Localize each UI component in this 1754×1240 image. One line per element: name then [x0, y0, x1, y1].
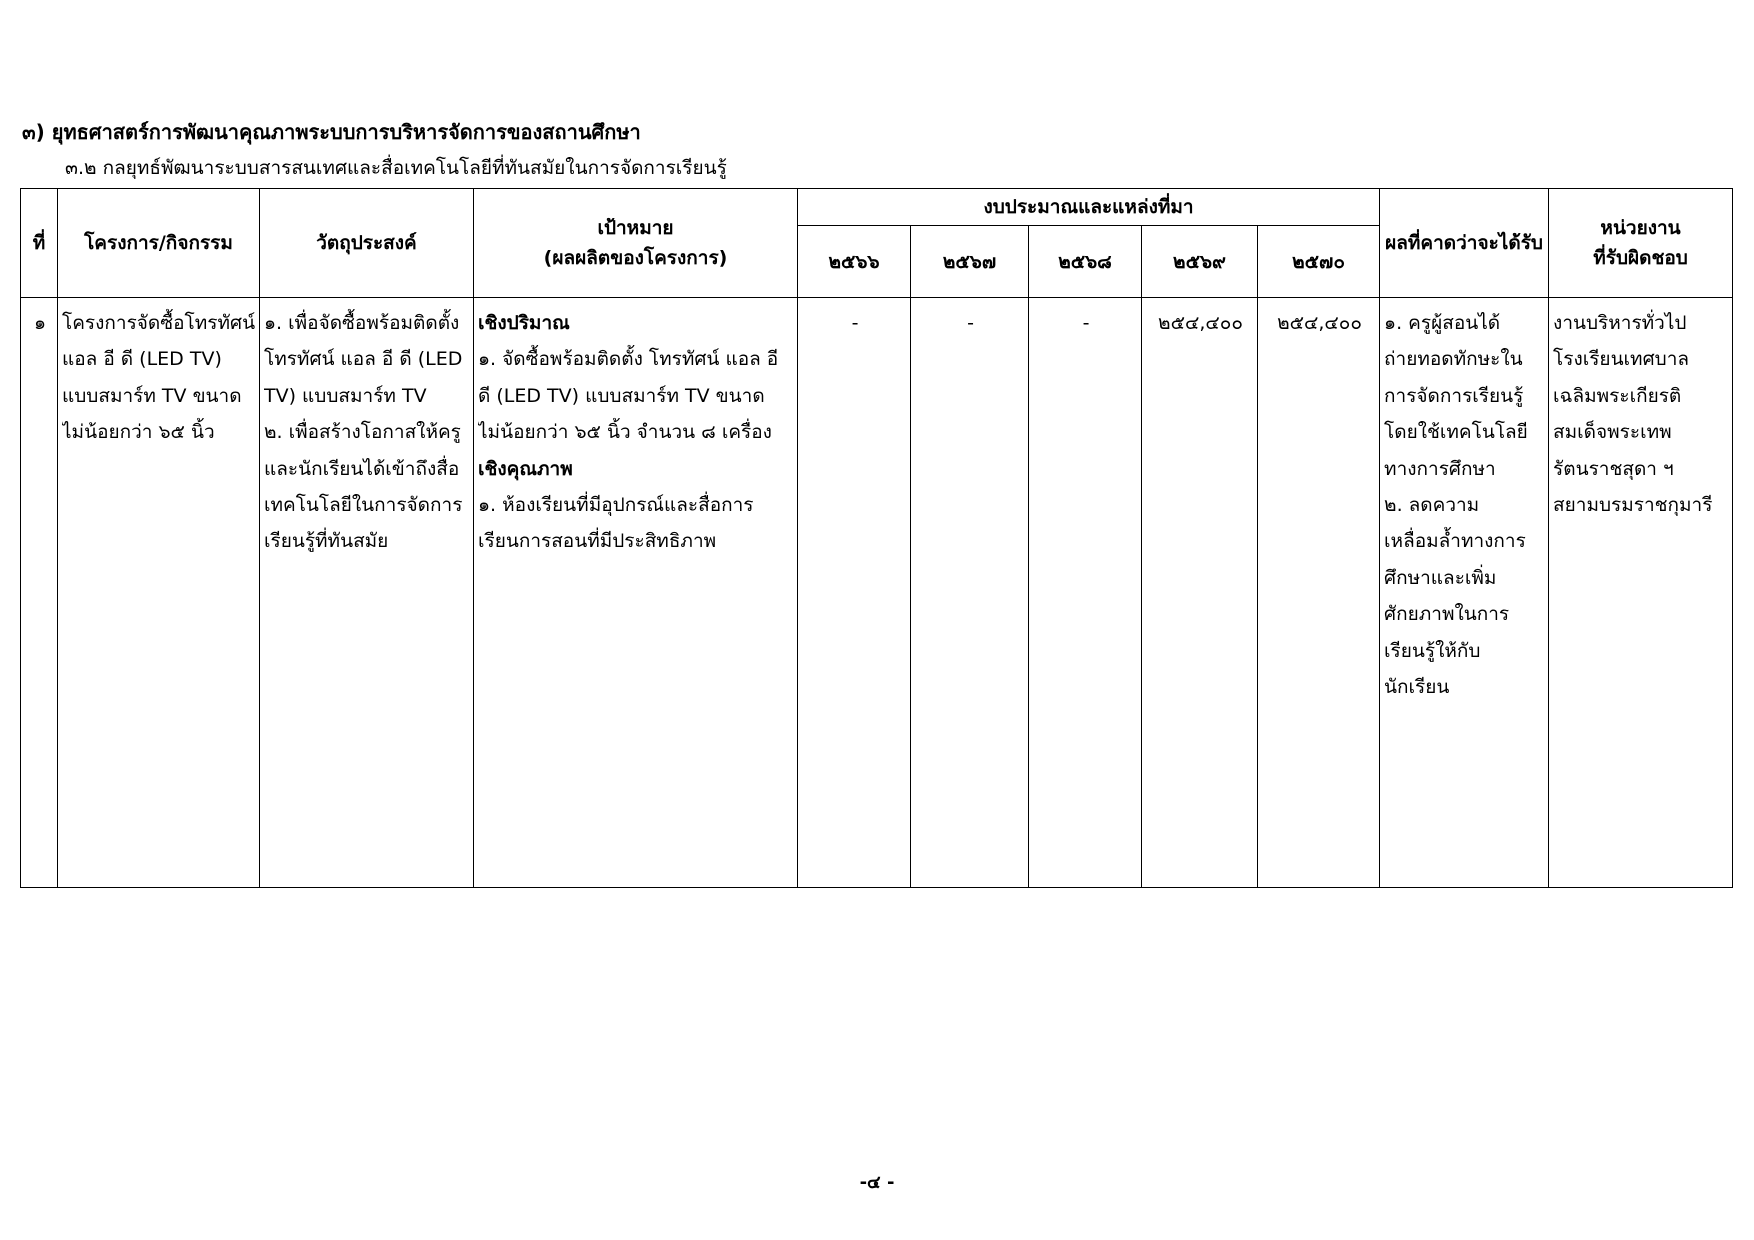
expected-result-line: การจัดการเรียนรู้ — [1384, 384, 1524, 407]
responsible-cell — [1549, 298, 1733, 888]
expected-result-line: ศักยภาพในการ — [1384, 603, 1510, 626]
header-objective: วัตถุประสงค์ — [260, 189, 474, 298]
section-title: ๓) ยุทธศาสตร์การพัฒนาคุณภาพระบบการบริหารจัดการของสถานศึกษา — [22, 120, 641, 144]
objective-cell — [260, 298, 474, 888]
expected-result-line: ๑. ครูผู้สอนได้ — [1384, 312, 1501, 334]
target-quantity-line: ๑. จัดซื้อพร้อมติดตั้ง โทรทัศน์ แอล อี — [478, 348, 779, 371]
expected-result-line: ๒. ลดความ — [1384, 494, 1480, 517]
project-line: แบบสมาร์ท TV ขนาด — [62, 384, 242, 407]
budget-2568-value: - — [1082, 312, 1090, 334]
page-number: -๔ - — [859, 1172, 895, 1193]
target-cell — [474, 298, 798, 888]
header-project: โครงการ/กิจกรรม — [58, 189, 260, 298]
responsible-line: สมเด็จพระเทพ — [1553, 421, 1672, 444]
objective-line: ๒. เพื่อสร้างโอกาสให้ครู — [264, 421, 461, 444]
expected-result-cell — [1380, 298, 1549, 888]
budget-2569-value: ๒๕๔,๔๐๐ — [1158, 312, 1243, 334]
project-line: โครงการจัดซื้อโทรทัศน์ — [62, 312, 256, 334]
header-target-line1: เป้าหมาย — [597, 217, 674, 239]
header-responsible-line1: หน่วยงาน — [1600, 217, 1681, 239]
target-quality-label: เชิงคุณภาพ — [478, 457, 573, 480]
objective-line: เทคโนโลยีในการจัดการ — [264, 494, 463, 517]
project-cell — [58, 298, 260, 888]
expected-result-line: เหลื่อมล้ำทางการ — [1384, 530, 1526, 553]
project-line: ไม่น้อยกว่า ๖๕ นิ้ว — [62, 421, 215, 444]
header-year-2570: ๒๕๗๐ — [1258, 226, 1380, 298]
budget-2566-cell — [798, 298, 911, 888]
header-year-2567: ๒๕๖๗ — [911, 226, 1029, 298]
header-target-line2: (ผลผลิตของโครงการ) — [543, 247, 728, 269]
budget-2567-value: - — [967, 312, 974, 334]
responsible-line: สยามบรมราชกุมารี — [1553, 494, 1713, 517]
budget-2570-value: ๒๕๔,๔๐๐ — [1277, 312, 1362, 334]
expected-result-line: ถ่ายทอดทักษะใน — [1384, 348, 1523, 371]
target-quantity-line: ไม่น้อยกว่า ๖๕ นิ้ว จำนวน ๘ เครื่อง — [478, 421, 772, 444]
objective-line: และนักเรียนได้เข้าถึงสื่อ — [264, 457, 460, 480]
budget-2567-cell — [911, 298, 1029, 888]
expected-result-line: ศึกษาและเพิ่ม — [1384, 566, 1497, 589]
header-expected-result: ผลที่คาดว่าจะได้รับ — [1380, 189, 1549, 298]
header-responsible-line2: ที่รับผิดชอบ — [1593, 247, 1688, 269]
subsection-title: ๓.๒ กลยุทธ์พัฒนาระบบสารสนเทศและสื่อเทคโนโลยีที่ทันสมัยในการจัดการเรียนรู้ — [65, 157, 727, 179]
project-line: แอล อี ดี (LED TV) — [62, 348, 222, 371]
objective-line: โทรทัศน์ แอล อี ดี (LED — [264, 348, 463, 371]
responsible-line: รัตนราชสุดา ฯ — [1553, 457, 1674, 480]
budget-2566-value: - — [851, 312, 859, 334]
expected-result-line: นักเรียน — [1384, 676, 1450, 699]
expected-result-line: ทางการศึกษา — [1384, 457, 1496, 480]
target-quantity-label: เชิงปริมาณ — [478, 312, 570, 334]
row-no: ๑ — [33, 312, 47, 334]
header-budget-group: งบประมาณและแหล่งที่มา — [798, 189, 1380, 226]
header-year-2569: ๒๕๖๙ — [1142, 226, 1258, 298]
expected-result-line: เรียนรู้ให้กับ — [1384, 639, 1481, 662]
header-no: ที่ — [21, 189, 58, 298]
target-quality-line: เรียนการสอนที่มีประสิทธิภาพ — [478, 530, 717, 553]
objective-line: เรียนรู้ที่ทันสมัย — [264, 530, 389, 553]
budget-2569-cell — [1142, 298, 1258, 888]
responsible-line: เฉลิมพระเกียรติ — [1553, 384, 1682, 407]
budget-2570-cell — [1258, 298, 1380, 888]
header-target — [474, 189, 798, 298]
row-no-cell — [21, 298, 58, 888]
target-quality-line: ๑. ห้องเรียนที่มีอุปกรณ์และสื่อการ — [478, 494, 754, 517]
table-row — [21, 298, 1733, 888]
responsible-line: โรงเรียนเทศบาล — [1553, 348, 1690, 371]
table-header-row — [21, 189, 1733, 226]
expected-result-line: โดยใช้เทคโนโลยี — [1384, 421, 1528, 444]
objective-line: TV) แบบสมาร์ท TV — [264, 384, 427, 407]
strategy-plan-table — [20, 188, 1733, 888]
header-year-2568: ๒๕๖๘ — [1029, 226, 1142, 298]
header-year-2566: ๒๕๖๖ — [798, 226, 911, 298]
budget-2568-cell — [1029, 298, 1142, 888]
objective-line: ๑. เพื่อจัดซื้อพร้อมติดตั้ง — [264, 312, 460, 334]
header-responsible — [1549, 189, 1733, 298]
responsible-line: งานบริหารทั่วไป — [1553, 312, 1687, 334]
target-quantity-line: ดี (LED TV) แบบสมาร์ท TV ขนาด — [478, 384, 765, 407]
